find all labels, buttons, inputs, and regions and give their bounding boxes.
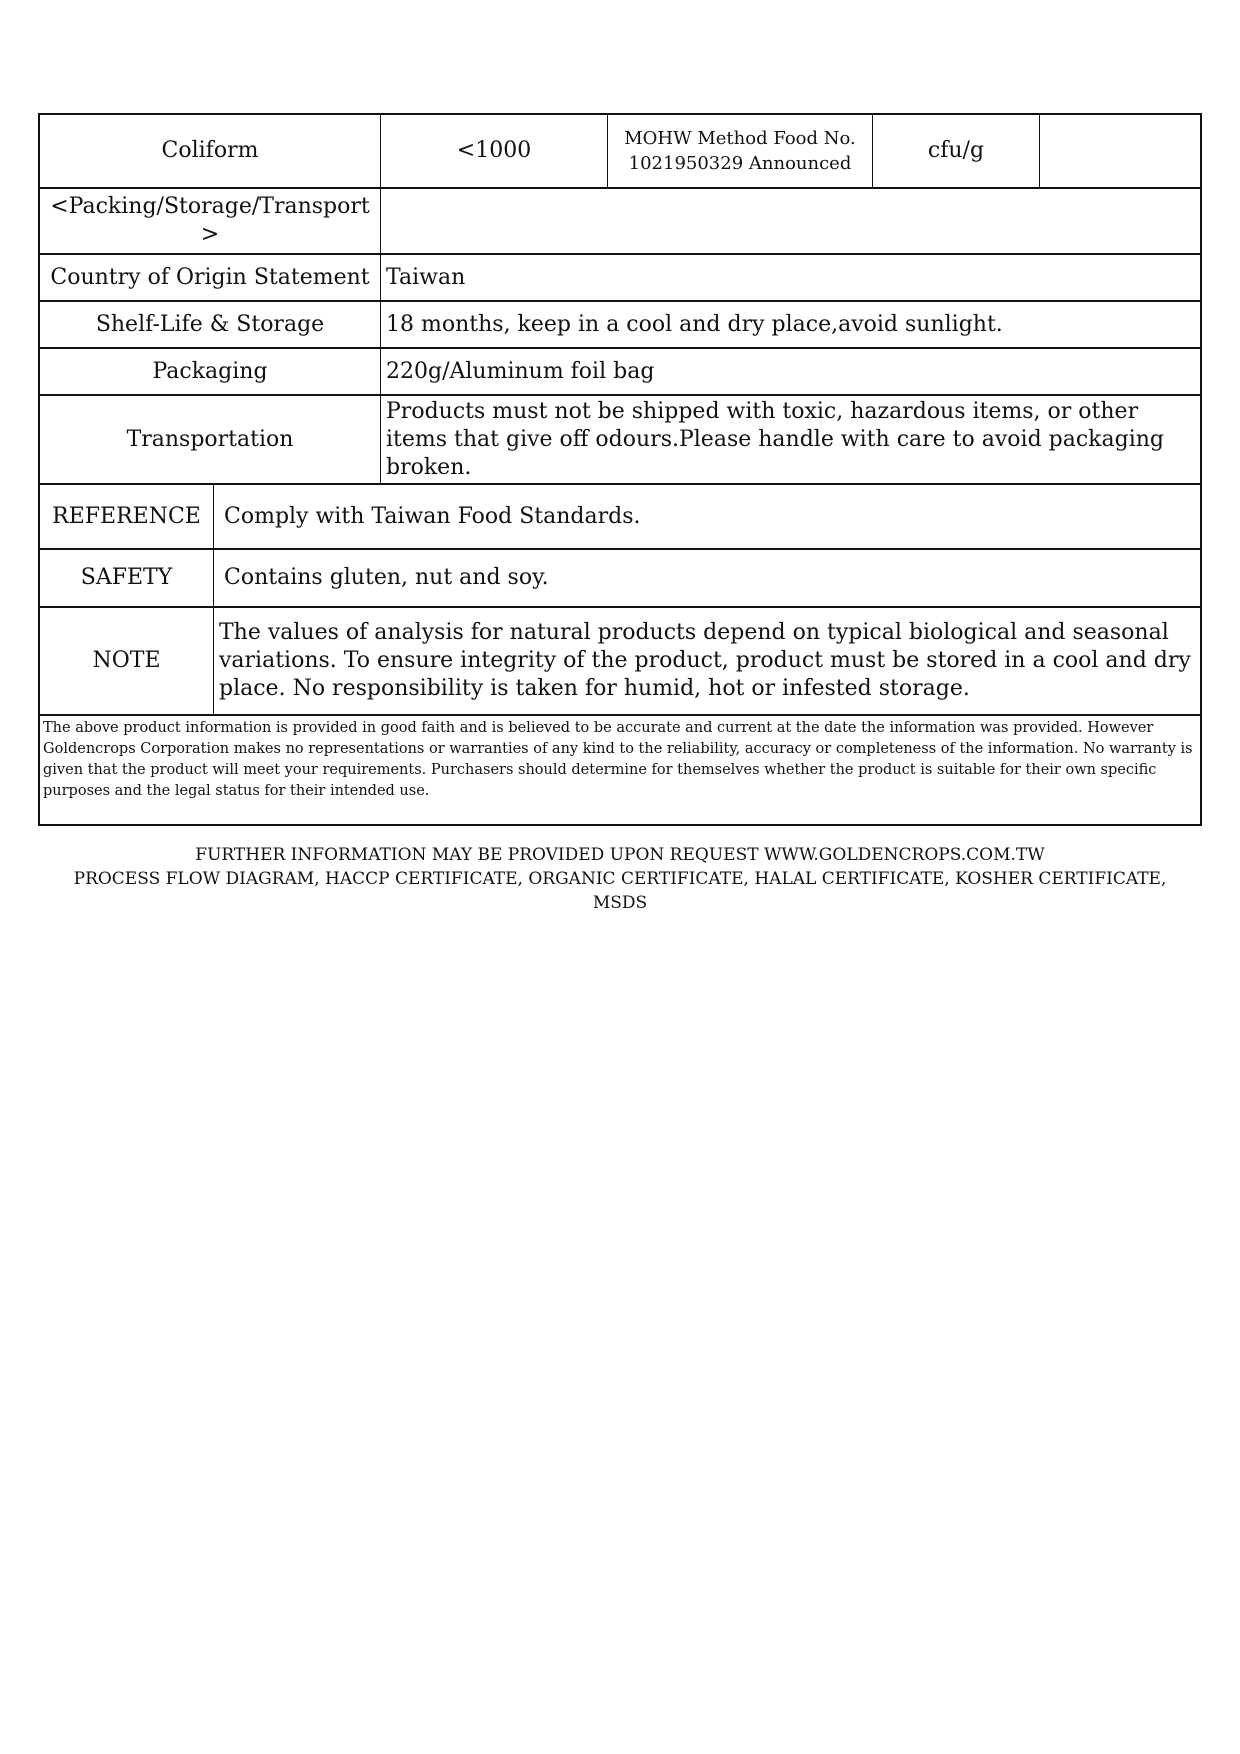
table-row (40, 349, 1200, 396)
test-method: MOHW Method Food No. 1021950329 Announced (608, 115, 873, 187)
table-row (40, 396, 1200, 485)
row-label: Country of Origin Statement (40, 255, 381, 300)
note-label: NOTE (40, 608, 214, 714)
coliform-row (40, 115, 1200, 189)
section-row (40, 189, 1200, 255)
test-unit: cfu/g (873, 115, 1040, 187)
note-row (40, 485, 1200, 550)
note-row (40, 608, 1200, 716)
footer-line-2: PROCESS FLOW DIAGRAM, HACCP CERTIFICATE, ORGANIC CERTIFICATE, HALAL CERTIFICATE, KOSHER CERTIFICATE, MSDS (73, 869, 1167, 913)
section-empty (381, 189, 1200, 253)
test-value: <1000 (381, 115, 608, 187)
test-extra (1040, 115, 1200, 187)
note-row (40, 550, 1200, 608)
disclaimer-row (40, 716, 1200, 824)
spec-table (38, 113, 1202, 826)
row-label: Shelf-Life & Storage (40, 302, 381, 347)
disclaimer: The above product information is provided in good faith and is believed to be accurate and current at the date the information was provided. However Goldencrops Corporation makes no representations or warranties of any kind to the reliability, accuracy or completeness of the information. No warranty is given that the product will meet your requirements. Purchasers should determine for themselves whether the product is suitable for their own specific purposes and the legal status for their intended use. (43, 720, 1193, 799)
note-label: SAFETY (40, 550, 214, 606)
row-label: Packaging (40, 349, 381, 394)
note-value: Contains gluten, nut and soy. (224, 565, 549, 590)
footer-line-1: FURTHER INFORMATION MAY BE PROVIDED UPON REQUEST WWW.GOLDENCROPS.COM.TW (195, 845, 1045, 865)
row-value: Taiwan (386, 264, 466, 290)
row-value: Products must not be shipped with toxic, hazardous items, or other items that give off odours.Please handle with care to avoid packaging broken. (386, 398, 1164, 480)
note-value: The values of analysis for natural products depend on typical biological and seasonal variations. To ensure integrity of the product, product must be stored in a cool and dry place. No responsibility is taken for humid, hot or infested storage. (219, 620, 1191, 701)
table-row (40, 302, 1200, 349)
note-label: REFERENCE (40, 485, 214, 548)
table-row (40, 255, 1200, 302)
row-label: Transportation (40, 396, 381, 483)
row-value: 220g/Aluminum foil bag (386, 358, 655, 384)
section-label: <Packing/Storage/Transport > (40, 189, 381, 253)
row-value: 18 months, keep in a cool and dry place,avoid sunlight. (386, 311, 1003, 337)
test-name: Coliform (40, 115, 381, 187)
note-value: Comply with Taiwan Food Standards. (224, 503, 641, 529)
